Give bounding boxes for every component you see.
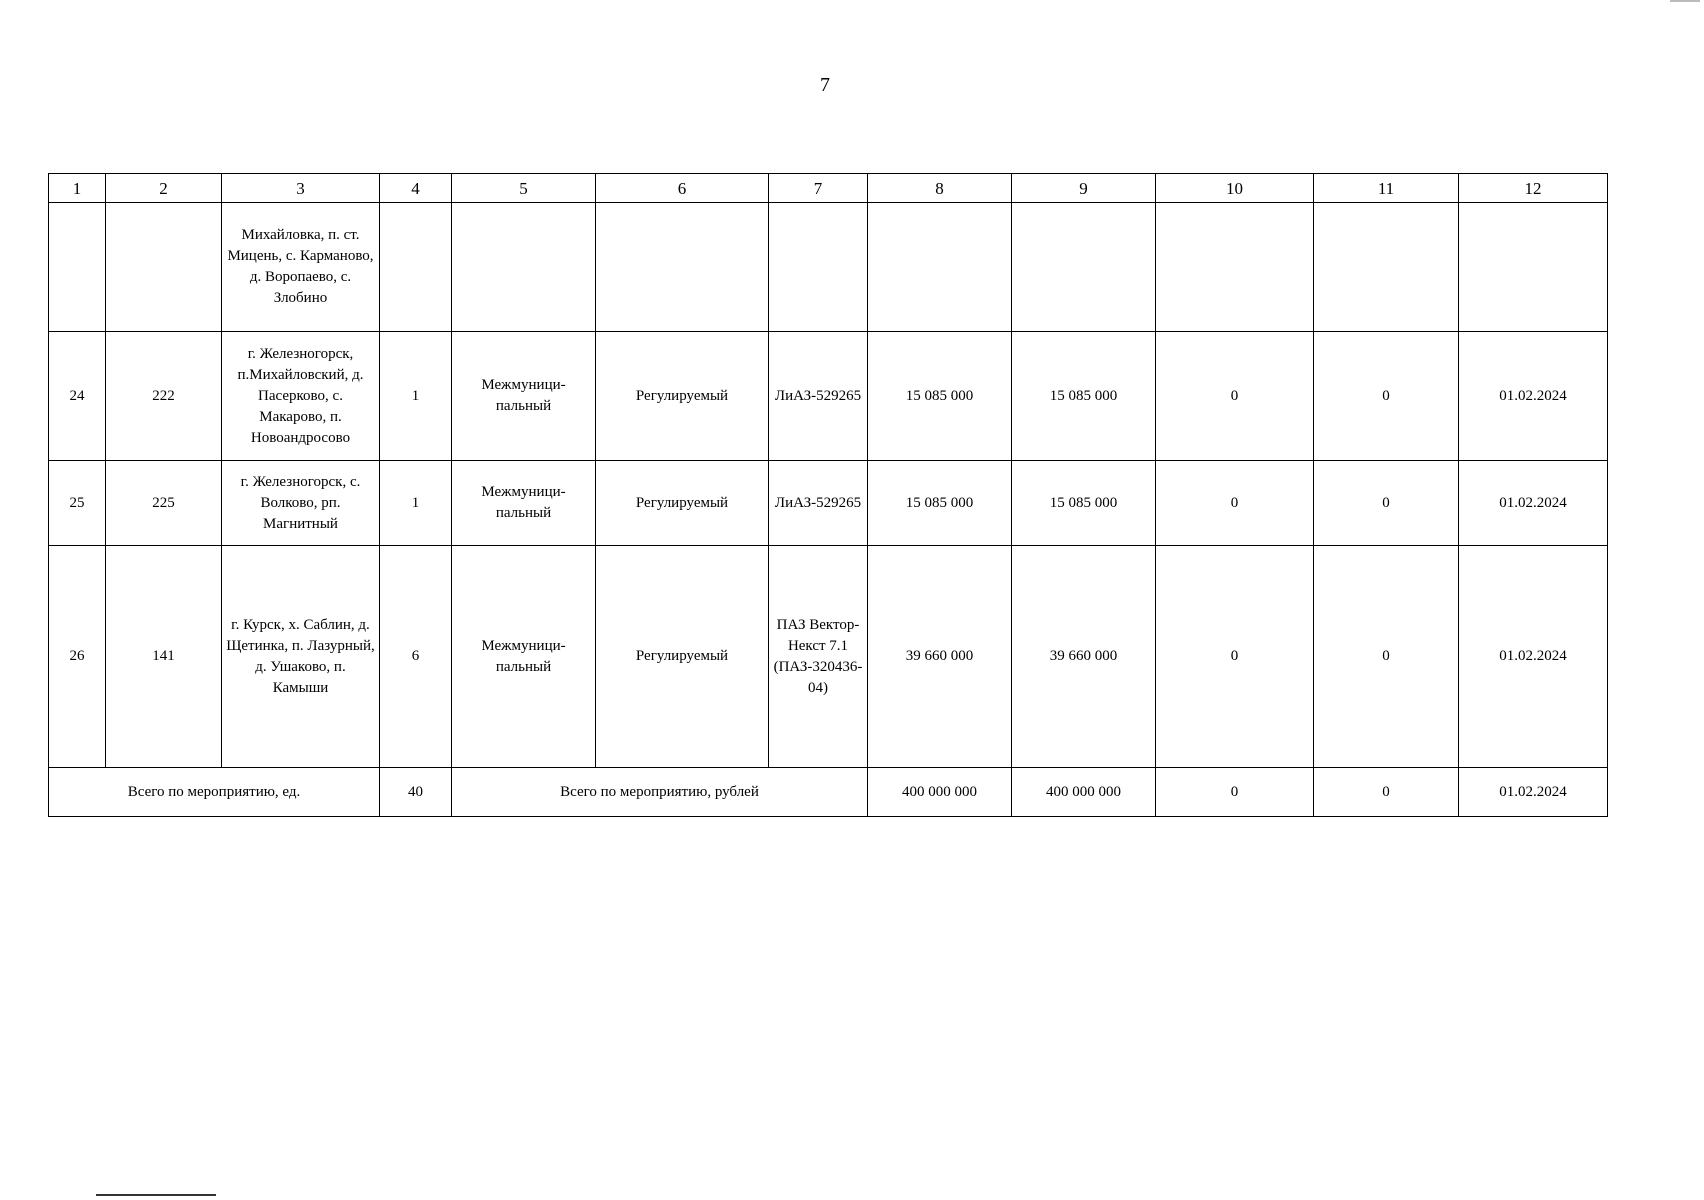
cell-federal: 39 660 000 bbox=[1012, 546, 1156, 768]
table-row-total bbox=[49, 768, 1608, 817]
cell-regional: 0 bbox=[1156, 332, 1314, 461]
cell-route-number: 141 bbox=[106, 546, 222, 768]
cell-empty bbox=[49, 203, 106, 332]
header-cell-2: 2 bbox=[106, 174, 222, 203]
cell-row-number: 26 bbox=[49, 546, 106, 768]
total-federal: 400 000 000 bbox=[1012, 768, 1156, 817]
cell-route-number: 222 bbox=[106, 332, 222, 461]
total-local: 0 bbox=[1314, 768, 1459, 817]
table-row bbox=[49, 461, 1608, 546]
cell-empty bbox=[1156, 203, 1314, 332]
header-cell-8: 8 bbox=[868, 174, 1012, 203]
transport-table bbox=[48, 173, 1608, 817]
cell-route-kind: Регулируемый bbox=[596, 332, 769, 461]
cell-bus-model: ЛиАЗ-529265 bbox=[769, 332, 868, 461]
total-label-rubles: Всего по мероприятию, рублей bbox=[452, 768, 868, 817]
cell-date: 01.02.2024 bbox=[1459, 461, 1608, 546]
cell-stops: Михайловка, п. ст. Мицень, с. Карманово, д. Воропаево, с. Злобино bbox=[222, 203, 380, 332]
cell-local: 0 bbox=[1314, 546, 1459, 768]
cell-empty bbox=[380, 203, 452, 332]
header-cell-1: 1 bbox=[49, 174, 106, 203]
table-row-continuation bbox=[49, 203, 1608, 332]
cell-stops: г. Железногорск, с. Волково, рп. Магнитный bbox=[222, 461, 380, 546]
header-cell-3: 3 bbox=[222, 174, 380, 203]
cell-quantity: 6 bbox=[380, 546, 452, 768]
cell-quantity: 1 bbox=[380, 332, 452, 461]
cell-local: 0 bbox=[1314, 461, 1459, 546]
cell-date: 01.02.2024 bbox=[1459, 332, 1608, 461]
total-quantity: 40 bbox=[380, 768, 452, 817]
header-row bbox=[49, 174, 1608, 203]
header-cell-6: 6 bbox=[596, 174, 769, 203]
cell-bus-model: ПАЗ Вектор-Некст 7.1 (ПАЗ-320436-04) bbox=[769, 546, 868, 768]
cell-empty bbox=[1012, 203, 1156, 332]
cell-empty bbox=[769, 203, 868, 332]
total-label-units: Всего по мероприятию, ед. bbox=[49, 768, 380, 817]
cell-empty bbox=[868, 203, 1012, 332]
header-cell-5: 5 bbox=[452, 174, 596, 203]
cell-route-type: Межмуници-пальный bbox=[452, 332, 596, 461]
cell-regional: 0 bbox=[1156, 461, 1314, 546]
cell-quantity: 1 bbox=[380, 461, 452, 546]
total-sum: 400 000 000 bbox=[868, 768, 1012, 817]
cell-sum: 15 085 000 bbox=[868, 332, 1012, 461]
cell-empty bbox=[106, 203, 222, 332]
table-row bbox=[49, 546, 1608, 768]
cell-local: 0 bbox=[1314, 332, 1459, 461]
cell-empty bbox=[452, 203, 596, 332]
page-number: 7 bbox=[820, 74, 830, 96]
cell-date: 01.02.2024 bbox=[1459, 546, 1608, 768]
header-cell-7: 7 bbox=[769, 174, 868, 203]
cell-empty bbox=[596, 203, 769, 332]
header-cell-9: 9 bbox=[1012, 174, 1156, 203]
cell-route-type: Межмуници-пальный bbox=[452, 546, 596, 768]
cell-sum: 39 660 000 bbox=[868, 546, 1012, 768]
cell-route-type: Межмуници-пальный bbox=[452, 461, 596, 546]
footer-line bbox=[96, 1194, 216, 1196]
cell-sum: 15 085 000 bbox=[868, 461, 1012, 546]
cell-route-kind: Регулируемый bbox=[596, 546, 769, 768]
cell-stops: г. Курск, х. Саблин, д. Щетинка, п. Лазурный, д. Ушаково, п. Камыши bbox=[222, 546, 380, 768]
cell-empty bbox=[1459, 203, 1608, 332]
cell-stops: г. Железногорск, п.Михайловский, д. Пасерково, с. Макарово, п. Новоандросово bbox=[222, 332, 380, 461]
cell-federal: 15 085 000 bbox=[1012, 332, 1156, 461]
cell-route-kind: Регулируемый bbox=[596, 461, 769, 546]
header-cell-10: 10 bbox=[1156, 174, 1314, 203]
cell-row-number: 25 bbox=[49, 461, 106, 546]
cell-federal: 15 085 000 bbox=[1012, 461, 1156, 546]
cell-route-number: 225 bbox=[106, 461, 222, 546]
header-cell-4: 4 bbox=[380, 174, 452, 203]
cell-bus-model: ЛиАЗ-529265 bbox=[769, 461, 868, 546]
header-cell-12: 12 bbox=[1459, 174, 1608, 203]
table-row bbox=[49, 332, 1608, 461]
cell-regional: 0 bbox=[1156, 546, 1314, 768]
scan-corner-mark bbox=[1670, 0, 1700, 2]
header-cell-11: 11 bbox=[1314, 174, 1459, 203]
cell-empty bbox=[1314, 203, 1459, 332]
total-regional: 0 bbox=[1156, 768, 1314, 817]
total-date: 01.02.2024 bbox=[1459, 768, 1608, 817]
cell-row-number: 24 bbox=[49, 332, 106, 461]
